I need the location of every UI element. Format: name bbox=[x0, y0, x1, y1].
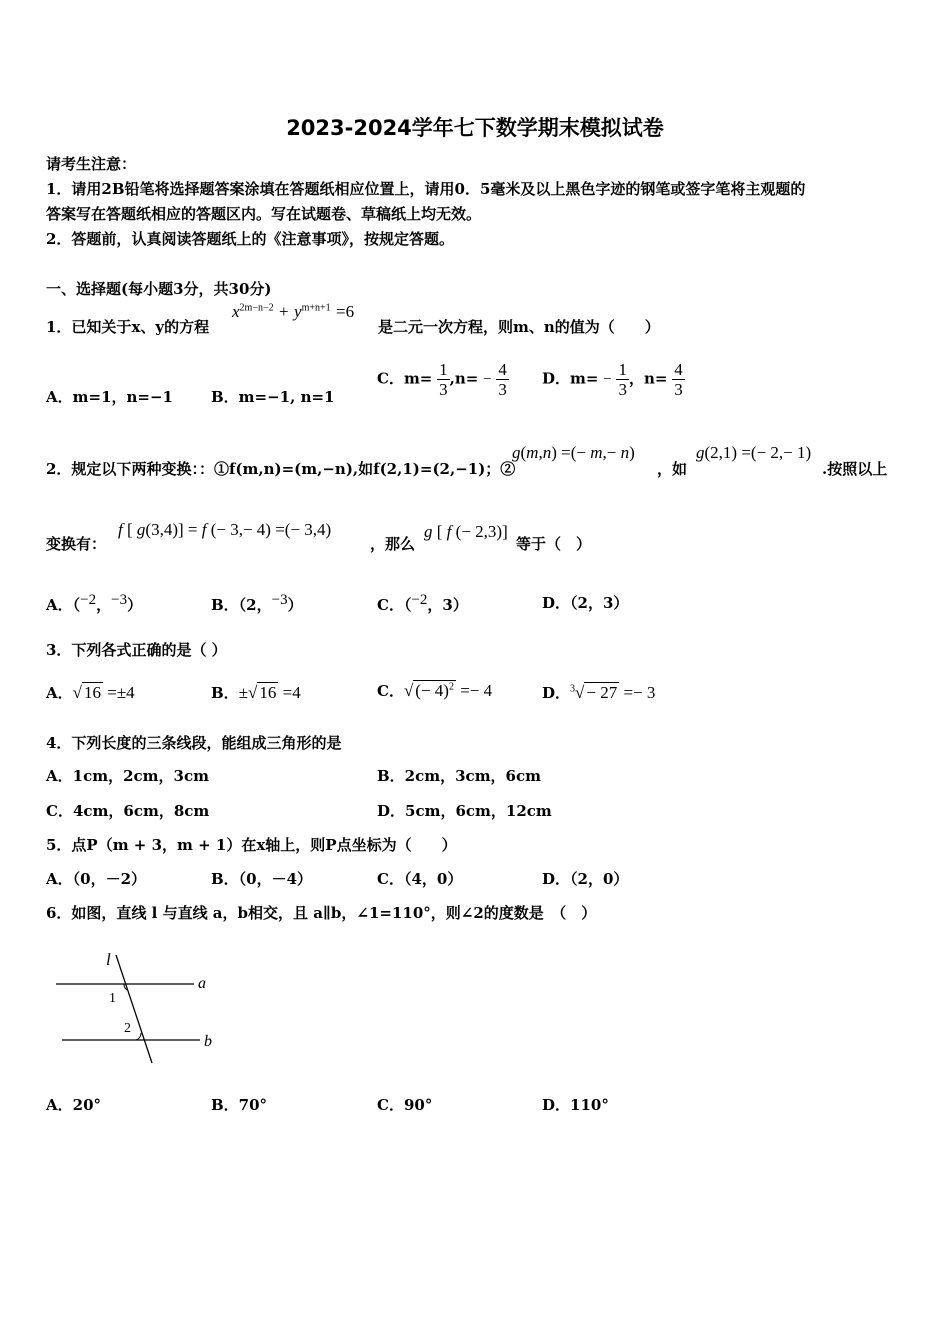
q3-stem: 3．下列各式正确的是（ ） bbox=[46, 641, 227, 659]
page-title: 2023-2024学年七下数学期末模拟试卷 bbox=[286, 116, 664, 140]
section-heading: 一、选择题(每小题3分，共30分) bbox=[46, 280, 272, 298]
q2-option-a-label: A．（ bbox=[46, 596, 81, 614]
q2-option-b-label: B．（2， bbox=[211, 596, 272, 614]
q3-option-a-label: A． bbox=[46, 684, 73, 702]
q2-line2-post: 等于（ ） bbox=[516, 535, 592, 553]
angle-2-arc bbox=[136, 1033, 141, 1040]
q1-option-a[interactable]: A．m=1，n=−1 bbox=[46, 388, 173, 406]
q2-g-example: g(2,1) =(− 2,− 1) bbox=[696, 443, 812, 462]
q3-option-a[interactable]: A．√ 16 =±4 bbox=[46, 683, 135, 702]
q3-option-b-label: B． bbox=[211, 684, 239, 702]
q4-option-b[interactable]: B．2cm，3cm，6cm bbox=[377, 767, 542, 785]
label-l: l bbox=[106, 950, 111, 969]
q1-stem bbox=[46, 316, 209, 337]
label-b: b bbox=[204, 1033, 212, 1050]
q2-option-c[interactable]: C．（$^{-2}$，3） bbox=[377, 592, 468, 614]
q2-line2-pre: 变换有： bbox=[46, 535, 107, 553]
q3-option-d[interactable]: D．$^3$√ − 27 =− 3 bbox=[542, 683, 656, 702]
notice-line-3: 2．答题前，认真阅读答题纸上的《注意事项》，按规定答题。 bbox=[46, 230, 454, 248]
label-angle-1: 1 bbox=[109, 991, 116, 1006]
q2-option-a[interactable]: A．（$^{-2}$，$^{-3}$） bbox=[46, 592, 143, 614]
q2-stem-post: .按照以上 bbox=[822, 460, 888, 478]
q2-option-c-label: C．（ bbox=[377, 596, 412, 614]
q2-stem-mid: ，如 bbox=[657, 460, 688, 478]
q5-option-c[interactable]: C．（4，0） bbox=[377, 870, 463, 888]
q2-composite-example: f [ g(3,4)] = f (− 3,− 4) =(− 3,4) bbox=[118, 520, 332, 539]
q3-option-b[interactable]: B．±√ 16 =4 bbox=[211, 683, 301, 702]
q1-stem-pre: 1．已知关于x、y的方程 bbox=[46, 318, 210, 336]
q4-stem: 4．下列长度的三条线段，能组成三角形的是 bbox=[46, 734, 342, 752]
notice-heading: 请考生注意： bbox=[46, 155, 137, 173]
notice-line-1: 1．请用2B铅笔将选择题答案涂填在答题纸相应位置上，请用0．5毫米及以上黑色字迹的钢笔或签字笔将主观题的 bbox=[46, 180, 806, 198]
q1-stem-post: 是二元一次方程，则m、n的值为（ ） bbox=[378, 318, 660, 336]
label-angle-2: 2 bbox=[124, 1021, 131, 1036]
q6-figure bbox=[50, 945, 230, 1070]
line-l bbox=[116, 955, 152, 1063]
notice-line-2: 答案写在答题纸相应的答题区内。写在试题卷、草稿纸上均无效。 bbox=[46, 205, 482, 223]
q2-composite-question: g [ f (− 2,3)] bbox=[424, 522, 508, 541]
q3-option-c-label: C． bbox=[377, 682, 404, 700]
q4-option-c[interactable]: C．4cm，6cm，8cm bbox=[46, 802, 210, 820]
q5-stem: 5．点P（m + 3，m + 1）在x轴上，则P点坐标为（ ） bbox=[46, 836, 457, 854]
q6-stem: 6．如图，直线 l 与直线 a，b相交，且 a∥b，∠1=110°，则∠2的度数是 （ ） bbox=[46, 904, 597, 922]
q3-option-d-label: D． bbox=[542, 684, 571, 702]
q6-option-a[interactable]: A．20° bbox=[46, 1096, 102, 1114]
q4-option-a[interactable]: A．1cm，2cm，3cm bbox=[46, 767, 209, 785]
q1-equation: $x^{2m-n-2} + y^{m+n+1} =6$ bbox=[232, 302, 355, 321]
q4-option-d[interactable]: D．5cm，6cm，12cm bbox=[377, 802, 552, 820]
q1-option-d[interactable]: D．m= − $\frac{1}{3}$ ，n= $\frac{4}{3}$ bbox=[542, 360, 683, 399]
label-a: a bbox=[198, 975, 206, 992]
q2-option-b[interactable]: B．（2，$^{-3}$） bbox=[211, 592, 303, 614]
q6-option-c[interactable]: C．90° bbox=[377, 1096, 433, 1114]
q2-stem-pre: 2．规定以下两种变换：：①f(m,n)=(m,−n),如f(2,1)=(2,−1)；② bbox=[46, 460, 516, 478]
q5-option-d[interactable]: D．（2，0） bbox=[542, 870, 629, 888]
q6-option-d[interactable]: D．110° bbox=[542, 1096, 609, 1114]
q1-option-c[interactable]: C．m= $\frac{1}{3}$ ,n= − $\frac{4}{3}$ bbox=[377, 360, 507, 399]
q6-option-b[interactable]: B．70° bbox=[211, 1096, 268, 1114]
q2-g-definition: g(m,n) =(− m,− n) bbox=[512, 443, 635, 462]
q2-option-d[interactable]: D．（2，3） bbox=[542, 594, 629, 612]
q5-option-a[interactable]: A．（0，－2） bbox=[46, 870, 147, 888]
q1-option-c-label: C．m= bbox=[377, 369, 433, 388]
q3-option-c[interactable]: C．√ (− 4)$^2$ =− 4 bbox=[377, 681, 493, 700]
q2-line2-mid: ，那么 bbox=[370, 535, 416, 553]
q5-option-b[interactable]: B．（0，－4） bbox=[211, 870, 313, 888]
q1-option-b[interactable]: B．m=−1, n=1 bbox=[211, 388, 335, 406]
q1-option-d-label: D．m= bbox=[542, 369, 599, 388]
